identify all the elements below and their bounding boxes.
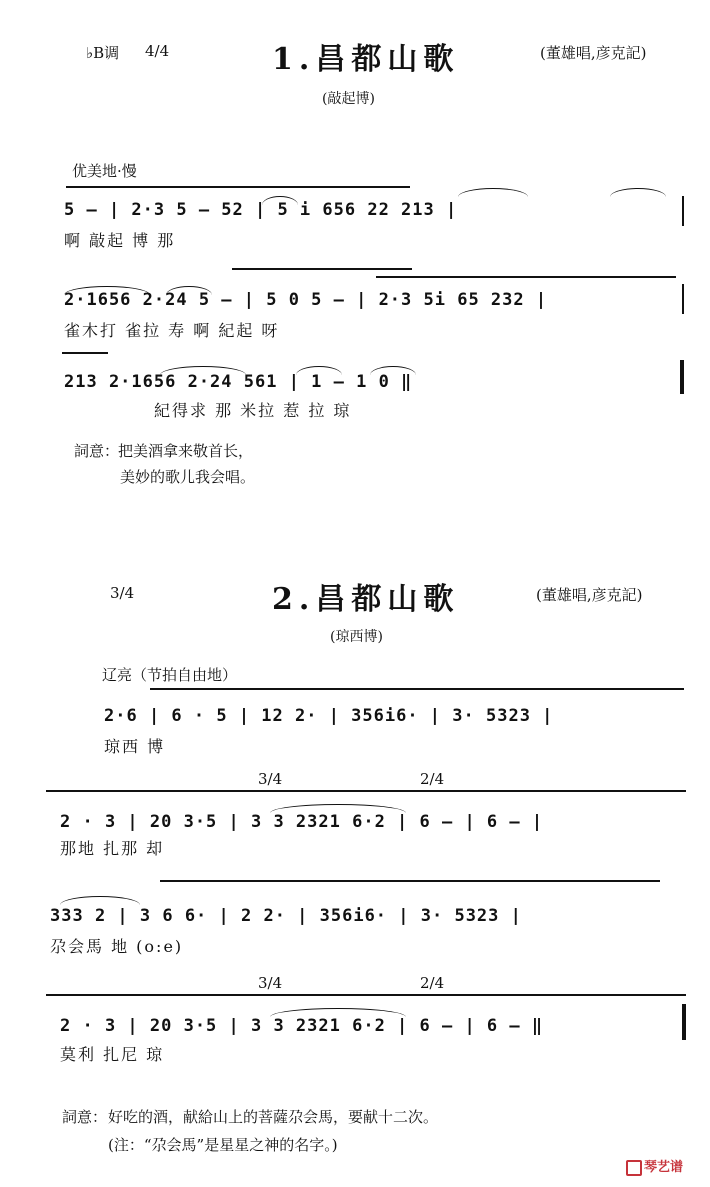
song1-lyric-note-line: 把美酒拿来敬首长，: [118, 442, 254, 460]
slur-arc: [270, 1008, 406, 1017]
slur-arc: [270, 804, 406, 813]
song1-lyric-note-label: 詞意：: [74, 442, 120, 460]
slur-arc: [296, 366, 342, 375]
lyric-row: 啊 敲起 博 那: [64, 231, 176, 250]
score-row: 2 · 3 | 20 3·5 | 3 3 2321 6·2 | 6 — | 6 — ‖: [60, 1016, 544, 1036]
barline: [682, 196, 684, 226]
slur-line: [232, 268, 412, 270]
song1-meter: 4/4: [145, 42, 170, 60]
slur-arc: [610, 188, 666, 197]
meter-change: 2/4: [420, 770, 445, 788]
lyric-row: 紀得求 那 米拉 惹 拉 琼: [154, 401, 352, 420]
slur-arc: [166, 286, 212, 295]
lyric-row: 琼西 博: [104, 737, 166, 756]
meter-change: 2/4: [420, 974, 445, 992]
song1-tempo: 优美地·慢: [72, 162, 137, 180]
score-row: 2·6 | 6 · 5 | 12 2· | 356i6· | 3· 5323 |: [104, 706, 554, 726]
final-barline: [680, 360, 684, 394]
lyric-row: 那地 扎那 却: [60, 839, 165, 858]
song2-lyric-note-label: 詞意：: [62, 1108, 108, 1126]
slur-arc: [60, 896, 140, 905]
song2-lyric-note-line: 好吃的酒，献給山上的菩薩尕会馬，要献十二次。: [108, 1108, 439, 1126]
slur-line: [160, 880, 660, 882]
slur-line: [150, 688, 684, 690]
lyric-row: 莫利 扎尼 琼: [60, 1045, 165, 1064]
score-row: 5 — | 2·3 5 — 52 | 5 i 656 22 213 |: [64, 200, 458, 220]
watermark-text: 琴艺谱: [644, 1160, 684, 1175]
lyric-row: 尕会馬 地 (o:e): [50, 937, 184, 956]
watermark-logo: [626, 1156, 683, 1176]
slur-line: [46, 790, 686, 792]
song2-subtitle: (琼西博): [330, 629, 383, 645]
final-barline: [682, 1004, 686, 1040]
slur-line: [46, 994, 686, 996]
slur-arc: [262, 196, 298, 205]
lyric-row: 雀木打 雀拉 寿 啊 紀起 呀: [64, 321, 280, 340]
slur-line: [62, 352, 108, 354]
logo-icon: [626, 1160, 642, 1176]
song1-credit: (董雄唱,彦克記): [540, 44, 647, 62]
meter-change: 3/4: [258, 974, 283, 992]
song1-lyric-note-line: 美妙的歌儿我会唱。: [120, 468, 256, 486]
song2-lyric-note-line: (注：“尕会馬”是星星之神的名字。): [108, 1136, 338, 1154]
song2-credit: (董雄唱,彦克記): [536, 586, 643, 604]
song1-title: 1.昌都山歌: [272, 42, 460, 77]
meter-change: 3/4: [258, 770, 283, 788]
slur-line: [66, 186, 410, 188]
score-row: 333 2 | 3 6 6· | 2 2· | 356i6· | 3· 5323 |: [50, 906, 522, 926]
song2-tempo: 辽亮（节拍自由地）: [102, 666, 238, 684]
score-row: 2·1656 2·24 5 — | 5 0 5 — | 2·3 5i 65 232 |: [64, 290, 548, 310]
score-row: 2 · 3 | 20 3·5 | 3 3 2321 6·2 | 6 — | 6 — |: [60, 812, 544, 832]
song1-key: ♭B调: [86, 44, 120, 62]
barline: [682, 284, 684, 314]
slur-arc: [458, 188, 528, 197]
slur-arc: [64, 286, 150, 295]
score-row: 213 2·1656 2·24 561 | 1 — 1 0 ‖: [64, 372, 413, 392]
slur-line: [376, 276, 676, 278]
song2-title: 2.昌都山歌: [272, 582, 460, 617]
song2-meter: 3/4: [110, 584, 135, 602]
song1-subtitle: (敲起博): [322, 91, 375, 107]
slur-arc: [160, 366, 246, 375]
slur-arc: [370, 366, 416, 375]
